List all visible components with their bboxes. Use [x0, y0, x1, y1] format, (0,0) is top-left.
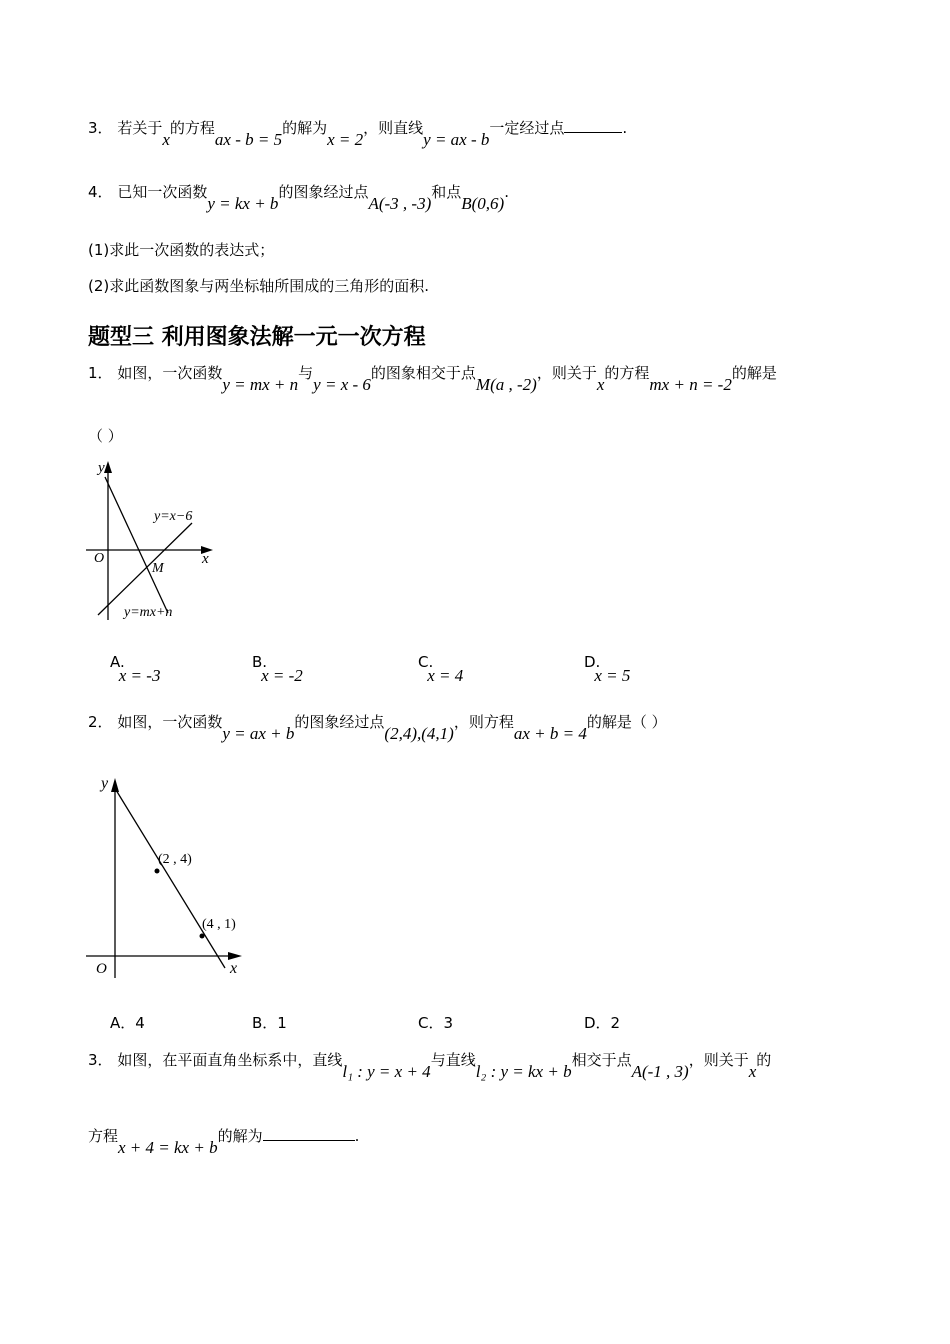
text: 的方程: [604, 364, 650, 382]
p2-line: [88, 712, 667, 743]
option-letter: D.: [584, 653, 601, 671]
option-letter: A.: [110, 653, 125, 671]
text: 的图象经过点: [278, 183, 369, 201]
option-letter: C.: [418, 653, 434, 671]
y-label: y: [101, 775, 109, 792]
text: .: [354, 1127, 360, 1145]
math: y = ax + b: [222, 724, 295, 743]
math: y = mx + n: [222, 375, 299, 394]
math: A(-1 , 3): [631, 1062, 689, 1081]
math: M(a , -2): [475, 375, 537, 394]
text: 的解是（ ）: [586, 713, 667, 731]
line-label-2: y=mx+n: [124, 605, 173, 620]
text: 的图象相交于点: [370, 364, 476, 382]
question-number: 4．: [88, 183, 113, 201]
origin-label: O: [96, 961, 107, 977]
line-x-6: [98, 523, 192, 615]
text: ，则关于: [688, 1051, 749, 1069]
text: 已知一次函数: [117, 183, 208, 201]
text: .: [504, 183, 509, 201]
text: 一定经过点: [489, 119, 565, 137]
point-4-1: [200, 934, 205, 939]
q4-sub1: (1)求此一次函数的表达式；: [88, 241, 275, 259]
math: y = kx + b: [207, 194, 279, 213]
option-a[interactable]: A．4: [110, 1014, 145, 1032]
line-ax-b: [116, 790, 225, 968]
text: 若关于: [117, 119, 163, 137]
x-label: x: [230, 960, 238, 977]
math: A(-3 , -3): [368, 194, 432, 213]
math: x + 4 = kx + b: [118, 1138, 218, 1157]
option-a[interactable]: [110, 652, 166, 685]
point-label-1: (2 , 4): [158, 852, 192, 867]
text: 的解为: [282, 119, 328, 137]
math: x: [162, 130, 170, 149]
point-label-2: (4 , 1): [202, 917, 236, 932]
math: x: [596, 375, 605, 394]
math: (2,4),(4,1): [384, 724, 454, 743]
y-arrow-icon: [111, 778, 119, 792]
line-label-1: y=x−6: [154, 509, 193, 524]
graph-1: [80, 455, 230, 630]
math: B(0,6): [461, 194, 505, 213]
math: y = ax - b: [423, 130, 490, 149]
text: ，则直线: [363, 119, 424, 137]
x-arrow-icon: [228, 952, 242, 960]
option-math: x = -2: [261, 666, 303, 685]
option-b[interactable]: B．1: [252, 1014, 287, 1032]
point-m-label: M: [152, 561, 164, 576]
section-title: 题型三 利用图象法解一元一次方程: [88, 325, 426, 350]
text: .: [622, 119, 628, 137]
math: ax + b = 4: [513, 724, 587, 743]
text: 如图，在平面直角坐标系中，直线: [117, 1051, 343, 1069]
p1-paren: （ ）: [88, 427, 123, 445]
answer-blank[interactable]: [564, 118, 622, 133]
text: ，则关于: [536, 364, 597, 382]
math: l₂ : y = kx + b: [475, 1062, 572, 1081]
question-number: 3．: [88, 119, 113, 137]
q4-line: [88, 182, 509, 213]
text: 的解是: [731, 364, 777, 382]
option-math: x = 5: [594, 666, 631, 685]
text: 的图象经过点: [294, 713, 385, 731]
text: 与直线: [430, 1051, 476, 1069]
y-label: y: [98, 460, 105, 476]
math: l₁ : y = x + 4: [342, 1062, 431, 1081]
math: ax - b = 5: [214, 130, 283, 149]
text: 的: [756, 1051, 772, 1069]
math: mx + n = -2: [649, 375, 732, 394]
option-c[interactable]: C．3: [418, 1014, 454, 1032]
graph-2: [80, 768, 270, 983]
option-math: x = 4: [427, 666, 464, 685]
math: x = 2: [327, 130, 364, 149]
option-d[interactable]: D．2: [584, 1014, 621, 1032]
text: ，则方程: [453, 713, 514, 731]
option-c[interactable]: [418, 652, 469, 685]
answer-blank[interactable]: [263, 1126, 355, 1141]
text: 和点: [431, 183, 462, 201]
option-math: x = -3: [118, 666, 161, 685]
text: 的解为: [217, 1127, 263, 1145]
text: 如图，一次函数: [117, 713, 223, 731]
option-b[interactable]: [252, 652, 309, 685]
y-arrow-icon: [104, 461, 112, 473]
line-mx-n: [105, 477, 168, 613]
math: y = x - 6: [313, 375, 371, 394]
math: x: [748, 1062, 757, 1081]
option-d[interactable]: [584, 652, 636, 685]
question-number: 1．: [88, 364, 113, 382]
q4-sub2: (2)求此函数图象与两坐标轴所围成的三角形的面积.: [88, 277, 430, 295]
text: 相交于点: [571, 1051, 632, 1069]
question-number: 3．: [88, 1051, 113, 1069]
p3-line-1: [88, 1050, 772, 1081]
text: 方程: [88, 1127, 119, 1145]
text: 如图，一次函数: [117, 364, 223, 382]
x-label: x: [202, 551, 209, 567]
question-number: 2．: [88, 713, 113, 731]
option-letter: B.: [252, 653, 268, 671]
origin-label: O: [94, 551, 105, 566]
text: 的方程: [169, 119, 215, 137]
p3-line-2: [88, 1126, 360, 1157]
text: 与: [298, 364, 314, 382]
p1-line: [88, 363, 777, 394]
q3-line: [88, 118, 628, 149]
point-2-4: [155, 869, 160, 874]
